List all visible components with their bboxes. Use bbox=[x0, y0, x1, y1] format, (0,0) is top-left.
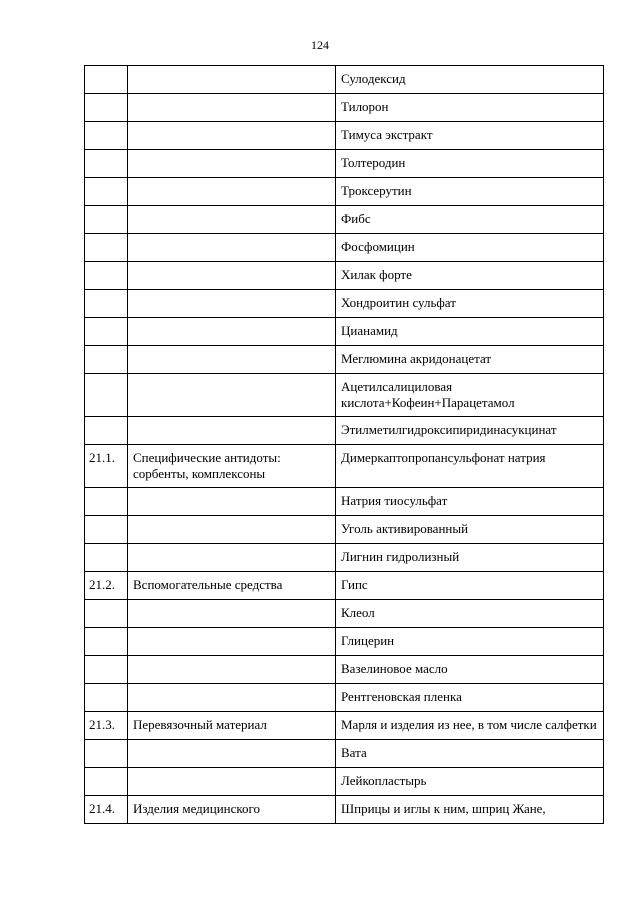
row-number-cell bbox=[85, 684, 128, 712]
table-row bbox=[85, 94, 604, 122]
item-name-cell: Лигнин гидролизный bbox=[336, 544, 604, 572]
item-name-cell: Вата bbox=[336, 740, 604, 768]
group-name-cell bbox=[128, 178, 336, 206]
row-number-cell bbox=[85, 178, 128, 206]
table-row bbox=[85, 740, 604, 768]
item-name-cell: Хондроитин сульфат bbox=[336, 290, 604, 318]
group-name-cell bbox=[128, 417, 336, 445]
row-number-cell bbox=[85, 290, 128, 318]
row-number-cell bbox=[85, 262, 128, 290]
row-number-cell bbox=[85, 417, 128, 445]
table-row bbox=[85, 600, 604, 628]
group-name-cell bbox=[128, 516, 336, 544]
row-number-cell bbox=[85, 374, 128, 417]
row-number-cell: 21.3. bbox=[85, 712, 128, 740]
table-row bbox=[85, 178, 604, 206]
item-name-cell: Этилметилгидроксипиридинасукцинат bbox=[336, 417, 604, 445]
group-name-cell bbox=[128, 628, 336, 656]
row-number-cell bbox=[85, 600, 128, 628]
item-name-cell: Уголь активированный bbox=[336, 516, 604, 544]
group-name-cell bbox=[128, 544, 336, 572]
item-name-cell: Цианамид bbox=[336, 318, 604, 346]
item-name-cell: Лейкопластырь bbox=[336, 768, 604, 796]
item-name-cell: Натрия тиосульфат bbox=[336, 488, 604, 516]
group-name-cell bbox=[128, 234, 336, 262]
item-name-cell: Троксерутин bbox=[336, 178, 604, 206]
row-number-cell: 21.2. bbox=[85, 572, 128, 600]
group-name-cell bbox=[128, 318, 336, 346]
table-row bbox=[85, 318, 604, 346]
item-name-cell: Тилорон bbox=[336, 94, 604, 122]
table-row bbox=[85, 346, 604, 374]
row-number-cell bbox=[85, 206, 128, 234]
group-name-cell bbox=[128, 150, 336, 178]
item-name-cell: Гипс bbox=[336, 572, 604, 600]
item-name-cell: Хилак форте bbox=[336, 262, 604, 290]
item-name-cell: Ацетилсалициловая кислота+Кофеин+Парацетамол bbox=[336, 374, 604, 417]
row-number-cell bbox=[85, 628, 128, 656]
table-row bbox=[85, 262, 604, 290]
table-row bbox=[85, 290, 604, 318]
item-name-cell: Меглюмина акридонацетат bbox=[336, 346, 604, 374]
group-name-cell bbox=[128, 262, 336, 290]
item-name-cell: Марля и изделия из нее, в том числе салфетки bbox=[336, 712, 604, 740]
row-number-cell bbox=[85, 656, 128, 684]
group-name-cell: Изделия медицинского bbox=[128, 796, 336, 824]
group-name-cell bbox=[128, 66, 336, 94]
group-name-cell bbox=[128, 374, 336, 417]
group-name-cell bbox=[128, 94, 336, 122]
item-name-cell: Фибс bbox=[336, 206, 604, 234]
table-row bbox=[85, 122, 604, 150]
drug-list-table bbox=[84, 65, 604, 824]
group-name-cell bbox=[128, 600, 336, 628]
item-name-cell: Толтеродин bbox=[336, 150, 604, 178]
table-row bbox=[85, 150, 604, 178]
group-name-cell: Вспомогательные средства bbox=[128, 572, 336, 600]
group-name-cell bbox=[128, 684, 336, 712]
table-row bbox=[85, 796, 604, 824]
table-row bbox=[85, 544, 604, 572]
group-name-cell bbox=[128, 740, 336, 768]
group-name-cell: Перевязочный материал bbox=[128, 712, 336, 740]
row-number-cell bbox=[85, 318, 128, 346]
row-number-cell bbox=[85, 740, 128, 768]
group-name-cell bbox=[128, 206, 336, 234]
table-row bbox=[85, 516, 604, 544]
table-row bbox=[85, 712, 604, 740]
table-row bbox=[85, 656, 604, 684]
row-number-cell bbox=[85, 150, 128, 178]
table-row bbox=[85, 628, 604, 656]
item-name-cell: Глицерин bbox=[336, 628, 604, 656]
table-row bbox=[85, 768, 604, 796]
row-number-cell bbox=[85, 122, 128, 150]
row-number-cell: 21.4. bbox=[85, 796, 128, 824]
group-name-cell bbox=[128, 122, 336, 150]
table-row bbox=[85, 488, 604, 516]
table-row bbox=[85, 374, 604, 417]
item-name-cell: Сулодексид bbox=[336, 66, 604, 94]
item-name-cell: Рентгеновская пленка bbox=[336, 684, 604, 712]
row-number-cell bbox=[85, 488, 128, 516]
table-row bbox=[85, 66, 604, 94]
group-name-cell bbox=[128, 656, 336, 684]
item-name-cell: Димеркаптопропансульфонат натрия bbox=[336, 445, 604, 488]
row-number-cell bbox=[85, 234, 128, 262]
table-row bbox=[85, 206, 604, 234]
item-name-cell: Клеол bbox=[336, 600, 604, 628]
table-row bbox=[85, 684, 604, 712]
item-name-cell: Тимуса экстракт bbox=[336, 122, 604, 150]
table-row bbox=[85, 234, 604, 262]
group-name-cell: Специфические антидоты: сорбенты, комплексоны bbox=[128, 445, 336, 488]
row-number-cell bbox=[85, 66, 128, 94]
table-row bbox=[85, 417, 604, 445]
item-name-cell: Вазелиновое масло bbox=[336, 656, 604, 684]
row-number-cell: 21.1. bbox=[85, 445, 128, 488]
row-number-cell bbox=[85, 94, 128, 122]
group-name-cell bbox=[128, 346, 336, 374]
table-body bbox=[85, 66, 604, 824]
item-name-cell: Шприцы и иглы к ним, шприц Жане, bbox=[336, 796, 604, 824]
row-number-cell bbox=[85, 346, 128, 374]
group-name-cell bbox=[128, 488, 336, 516]
group-name-cell bbox=[128, 290, 336, 318]
row-number-cell bbox=[85, 768, 128, 796]
row-number-cell bbox=[85, 516, 128, 544]
table-row bbox=[85, 572, 604, 600]
group-name-cell bbox=[128, 768, 336, 796]
table-row bbox=[85, 445, 604, 488]
row-number-cell bbox=[85, 544, 128, 572]
page-number: 124 bbox=[311, 38, 329, 52]
item-name-cell: Фосфомицин bbox=[336, 234, 604, 262]
